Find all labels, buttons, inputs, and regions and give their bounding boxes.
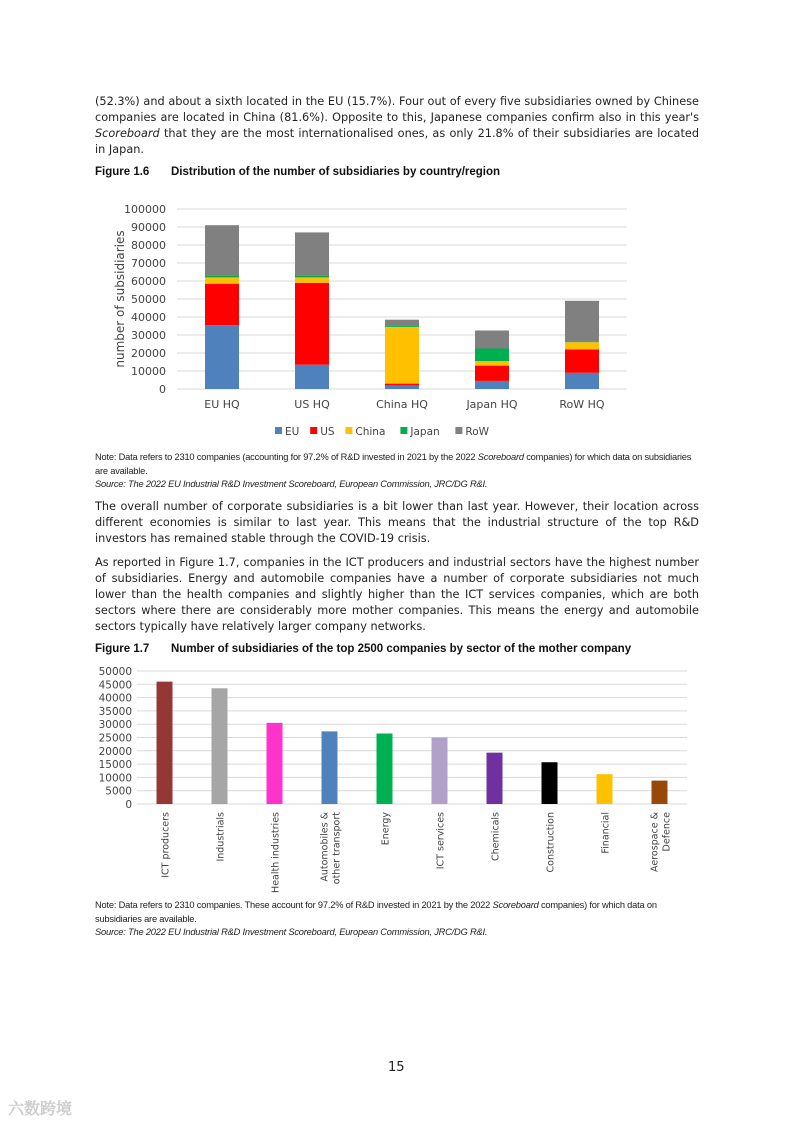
legend-label: EU bbox=[285, 426, 300, 438]
emphasis: Scoreboard bbox=[492, 900, 539, 910]
bar bbox=[432, 738, 448, 805]
x-tick-label: Automobiles & bbox=[319, 812, 331, 882]
text: Note: Data refers to 2310 companies. These account for 97.2% of R&D invested in 2021 by the 2022 bbox=[95, 900, 493, 910]
page-number: 15 bbox=[388, 1060, 405, 1075]
x-tick-label: RoW HQ bbox=[559, 398, 605, 411]
bar bbox=[267, 723, 283, 804]
x-tick-label: Japan HQ bbox=[466, 398, 518, 411]
y-tick-label: 40000 bbox=[131, 311, 166, 324]
y-tick-label: 35000 bbox=[98, 705, 132, 718]
y-tick-label: 80000 bbox=[131, 239, 166, 252]
text: that they are the most internationalised ones, as only 21.8% of their subsidiaries are located in Japan. bbox=[95, 127, 699, 156]
bar bbox=[157, 682, 173, 804]
source-line: Source: The 2022 EU Industrial R&D Investment Scoreboard, European Commission, JRC/DG R&I. bbox=[95, 479, 488, 489]
y-tick-label: 50000 bbox=[131, 293, 166, 306]
y-tick-label: 30000 bbox=[131, 329, 166, 342]
y-tick-label: 45000 bbox=[98, 679, 132, 692]
x-tick-label: Defence bbox=[661, 812, 673, 852]
bar bbox=[487, 753, 503, 804]
y-tick-label: 0 bbox=[159, 383, 166, 396]
y-tick-label: 50000 bbox=[98, 666, 132, 678]
text: companies) for which data on subsidiaries are available. bbox=[95, 900, 657, 924]
y-tick-label: 15000 bbox=[98, 759, 132, 772]
x-tick-label: other transport bbox=[331, 812, 343, 885]
x-tick-label: Health industries bbox=[270, 812, 282, 893]
x-tick-label: ICT services bbox=[435, 812, 447, 870]
paragraph-overall: The overall number of corporate subsidiaries is a bit lower than last year. However, their location across different economies is similar to last year. This means that the industrial structure of the top R&D investors has remained stable through the COVID-19 crisis. bbox=[95, 500, 699, 545]
y-tick-label: 0 bbox=[125, 799, 132, 811]
x-tick-label: US HQ bbox=[294, 398, 330, 411]
y-tick-label: 10000 bbox=[131, 365, 166, 378]
source-line: Source: The 2022 EU Industrial R&D Investment Scoreboard, European Commission, JRC/DG R&I. bbox=[95, 927, 488, 937]
y-tick-label: 10000 bbox=[98, 772, 132, 785]
y-tick-label: 30000 bbox=[98, 719, 132, 732]
x-tick-label: ICT producers bbox=[160, 812, 172, 878]
figure-title: Distribution of the number of subsidiaries by country/region bbox=[171, 166, 501, 178]
figure-1-7-note bbox=[95, 899, 699, 940]
watermark-logo: 六数跨境 bbox=[8, 1099, 73, 1118]
text: companies) for which data on subsidiaries are available. bbox=[95, 452, 692, 476]
x-tick-label: EU HQ bbox=[204, 398, 240, 411]
figure-number: Figure 1.6 bbox=[95, 166, 150, 178]
paragraph-sectors: As reported in Figure 1.7, companies in the ICT producers and industrial sectors have the highest number of subsidiaries. Energy and automobile companies have a number of corporate subsidiaries not much lower than the health companies and slightly higher than the ICT services companies, which are both sectors where there are considerably more mother companies. This means the energy and automobile sectors typically have relatively larger company networks. bbox=[95, 556, 699, 633]
emphasis: Scoreboard bbox=[477, 452, 524, 462]
emphasis: Scoreboard bbox=[95, 127, 160, 140]
y-tick-label: 20000 bbox=[131, 347, 166, 360]
figure-title: Number of subsidiaries of the top 2500 companies by sector of the mother company bbox=[171, 643, 632, 655]
legend-label: Japan bbox=[410, 426, 440, 438]
legend-label: RoW bbox=[465, 426, 490, 438]
x-tick-label: Construction bbox=[545, 812, 557, 873]
bar bbox=[212, 688, 228, 804]
x-tick-label: Financial bbox=[600, 812, 612, 854]
x-tick-label: Energy bbox=[380, 812, 392, 846]
text: Note: Data refers to 2310 companies (accounting for 97.2% of R&D invested in 2021 by the 2022 bbox=[95, 452, 478, 462]
bar bbox=[322, 731, 338, 804]
y-tick-label: 40000 bbox=[98, 692, 132, 705]
text: (52.3%) and about a sixth located in the EU (15.7%). Four out of every five subsidiaries owned by Chinese companies are located in China (81.6%). Opposite to this, Japanese companies confirm also in this year's bbox=[95, 95, 699, 124]
legend-label: US bbox=[320, 426, 335, 438]
y-tick-label: 25000 bbox=[98, 732, 132, 745]
bar bbox=[377, 734, 393, 804]
y-tick-label: 90000 bbox=[131, 221, 166, 234]
y-tick-label: 100000 bbox=[124, 203, 166, 216]
y-tick-label: 60000 bbox=[131, 275, 166, 288]
bar bbox=[597, 774, 613, 804]
x-tick-label: China HQ bbox=[376, 398, 428, 411]
legend-label: China bbox=[355, 426, 386, 438]
y-tick-label: 20000 bbox=[98, 745, 132, 758]
y-axis-title: number of subsidiaries bbox=[113, 230, 127, 368]
x-tick-label: Chemicals bbox=[490, 812, 502, 862]
bar bbox=[652, 781, 668, 804]
figure-number: Figure 1.7 bbox=[95, 643, 150, 655]
x-tick-label: Industrials bbox=[215, 812, 227, 862]
y-tick-label: 70000 bbox=[131, 257, 166, 270]
y-tick-label: 5000 bbox=[105, 785, 132, 798]
bar bbox=[542, 762, 558, 804]
x-tick-label: Aerospace & bbox=[649, 812, 661, 872]
